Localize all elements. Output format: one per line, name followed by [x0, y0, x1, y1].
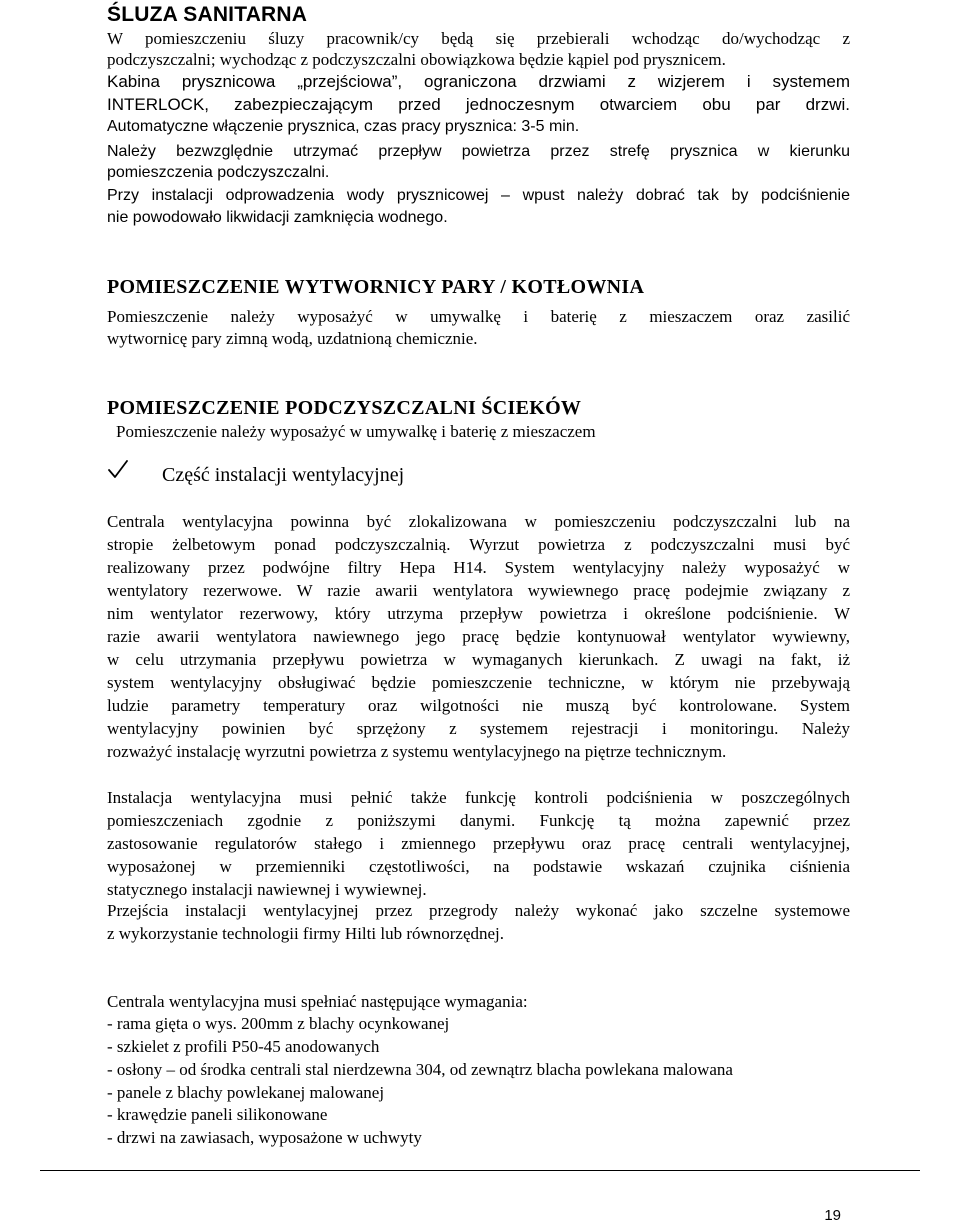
text-line: Automatyczne włączenie prysznica, czas pracy prysznica: 3-5 min.: [107, 118, 580, 135]
text-line: Należy bezwzględnie utrzymać przepływ powietrza przez strefę prysznica w kierunku: [107, 143, 850, 160]
section-title-sluza: ŚLUZA SANITARNA: [107, 3, 308, 26]
requirements-intro: Centrala wentylacyjna musi spełniać następujące wymagania:: [107, 992, 528, 1011]
text-line: wentylatory rezerwowe. W razie awarii wentylatora wywiewnego pracę podejmie związany z: [107, 581, 850, 600]
text-line: nie powodowało likwidacji zamknięcia wodnego.: [107, 209, 448, 226]
wentylacja-heading: Część instalacji wentylacyjnej: [162, 464, 405, 486]
text-line: razie awarii wentylatora nawiewnego jego pracę będzie kontynuował wentylator wywiewny,: [107, 627, 850, 646]
text-line: Przejścia instalacji wentylacyjnej przez przegrody należy wykonać jako szczelne systemowe: [107, 901, 850, 920]
text-line: nim wentylator rezerwowy, który utrzyma przepływ powietrza i określone podciśnienie. W: [107, 604, 850, 623]
text-line: INTERLOCK, zabezpieczającym przed jednoczesnym otwarciem obu par drzwi.: [107, 95, 850, 114]
list-item: - drzwi na zawiasach, wyposażone w uchwyty: [107, 1128, 422, 1147]
text-line: statycznego instalacji nawiewnej i wywiewnej.: [107, 880, 427, 899]
text-line: Kabina prysznicowa „przejściowa”, ograniczona drzwiami z wizjerem i systemem: [107, 72, 850, 91]
text-line: z wykorzystanie technologii firmy Hilti lub równorzędnej.: [107, 924, 505, 943]
text-line: wytwornicę pary zimną wodą, uzdatnioną chemicznie.: [107, 329, 478, 348]
footer-divider: [40, 1170, 920, 1171]
list-item: - krawędzie paneli silikonowane: [107, 1105, 328, 1124]
text-line: W pomieszczeniu śluzy pracownik/cy będą się przebierali wchodząc do/wychodząc z: [107, 29, 850, 48]
text-line: pomieszczeniach zgodnie z poniższymi danymi. Funkcję tą można zapewnić przez: [107, 811, 850, 830]
text-line: Centrala wentylacyjna powinna być zlokalizowana w pomieszczeniu podczyszczalni lub na: [107, 512, 850, 531]
text-line: Pomieszczenie należy wyposażyć w umywalkę i baterię z mieszaczem oraz zasilić: [107, 307, 850, 326]
text-line: wyposażonej w przemienniki częstotliwości, na podstawie wskazań czujnika ciśnienia: [107, 857, 850, 876]
list-item: - rama gięta o wys. 200mm z blachy ocynkowanej: [107, 1014, 450, 1033]
text-line: wentylacyjny powinien być sprzężony z systemem rejestracji i monitoringu. Należy: [107, 719, 850, 738]
text-line: realizowany przez podwójne filtry Hepa H14. System wentylacyjny należy wyposażyć w: [107, 558, 850, 577]
scieki-text: Pomieszczenie należy wyposażyć w umywalkę i baterię z mieszaczem: [116, 422, 596, 441]
page-number: 19: [824, 1207, 841, 1224]
text-line: Przy instalacji odprowadzenia wody prysznicowej – wpust należy dobrać tak by podciśnienie: [107, 187, 850, 204]
text-line: ludzie parametry temperatury oraz wilgotności nie muszą być kontrolowane. System: [107, 696, 850, 715]
text-line: rozważyć instalację wyrzutni powietrza z systemu wentylacyjnego na piętrze technicznym.: [107, 742, 727, 761]
list-item: - osłony – od środka centrali stal nierdzewna 304, od zewnątrz blacha powlekana malowana: [107, 1060, 733, 1079]
text-line: Instalacja wentylacyjna musi pełnić także funkcję kontroli podciśnienia w poszczególnych: [107, 788, 850, 807]
section-title-scieki: POMIESZCZENIE PODCZYSZCZALNI ŚCIEKÓW: [107, 397, 582, 419]
text-line: stropie żelbetowym ponad podczyszczalnią. Wyrzut powietrza z podczyszczalni musi być: [107, 535, 850, 554]
list-item: - szkielet z profili P50-45 anodowanych: [107, 1037, 380, 1056]
text-line: w celu utrzymania przepływu powietrza w wymaganych kierunkach. Z uwagi na fakt, iż: [107, 650, 850, 669]
text-line: pomieszczenia podczyszczalni.: [107, 164, 330, 181]
text-line: zastosowanie regulatorów stałego i zmiennego przepływu oraz pracę centrali wentylacyjnej,: [107, 834, 850, 853]
text-line: podczyszczalni; wychodząc z podczyszczalni obowiązkowa będzie kąpiel pod prysznicem.: [107, 50, 726, 69]
list-item: - panele z blachy powlekanej malowanej: [107, 1083, 385, 1102]
section-title-kotlownia: POMIESZCZENIE WYTWORNICY PARY / KOTŁOWNIA: [107, 276, 645, 298]
text-line: system wentylacyjny obsługiwać będzie pomieszczenie techniczne, w którym nie przebywają: [107, 673, 850, 692]
checkmark-icon: [107, 458, 129, 480]
